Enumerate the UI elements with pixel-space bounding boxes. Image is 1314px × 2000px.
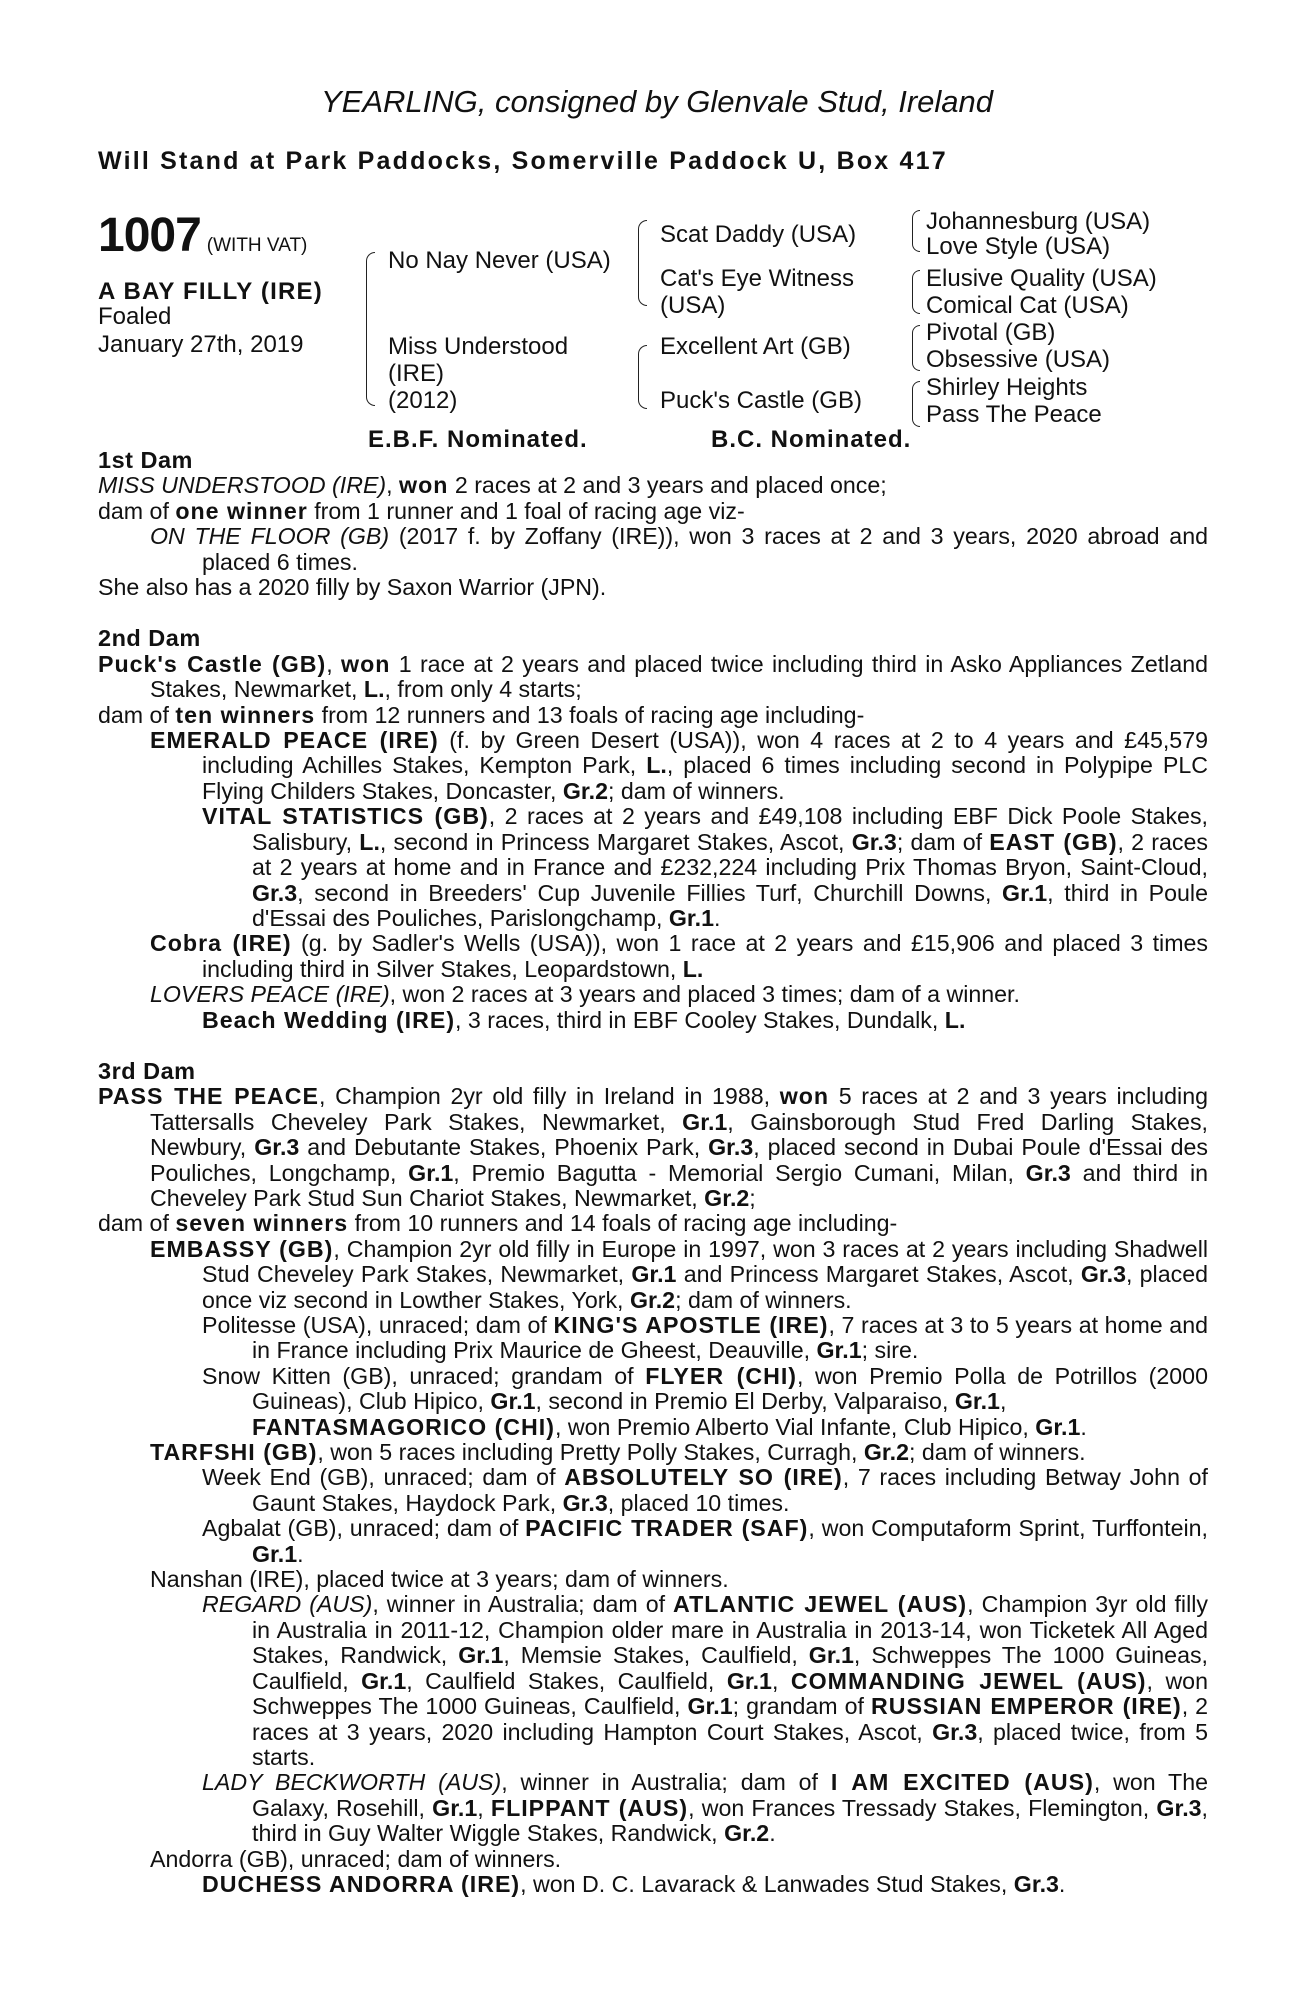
- foaled-info: [98, 303, 304, 359]
- text: Week End (GB), unraced; dam of: [202, 1464, 565, 1491]
- grade-mark: Gr.3: [1156, 1794, 1202, 1821]
- spacer: [98, 1033, 1208, 1059]
- listed-mark: L.: [944, 1006, 966, 1033]
- listed-mark: L.: [359, 828, 380, 855]
- dam1-name: MISS UNDERSTOOD (IRE): [98, 472, 387, 499]
- text: and third in Cheveley Park Stud Sun Chariot Stakes, Newmarket,: [150, 1159, 1208, 1211]
- lot-header: [98, 208, 307, 263]
- pedigree-brace-main: [366, 252, 375, 406]
- grade-mark: Gr.1: [361, 1667, 407, 1694]
- ped-sss: Johannesburg (USA): [926, 208, 1151, 235]
- pacific-trader-name: PACIFIC TRADER (SAF): [525, 1515, 809, 1542]
- dam2-sep: ,: [326, 650, 342, 677]
- text: , Caulfield Stakes, Caulfield,: [406, 1667, 727, 1694]
- grade-mark: Gr.2: [724, 1820, 770, 1847]
- dam2-damof: dam of: [98, 701, 176, 728]
- dam2-won: won: [341, 650, 391, 677]
- duchess-andorra-name: DUCHESS ANDORRA (IRE): [202, 1870, 521, 1897]
- cobra-name: Cobra (IRE): [150, 930, 292, 957]
- text: ; dam of winners.: [607, 777, 785, 804]
- dam2-para1: [98, 652, 1208, 703]
- listed-mark: L.: [646, 752, 667, 779]
- dam-line1: Miss Understood: [388, 333, 569, 360]
- dam-sire: Excellent Art (GB): [660, 333, 851, 360]
- sire-dam-line1: Cat's Eye Witness: [660, 265, 854, 292]
- text: , winner in Australia; dam of: [372, 1591, 674, 1618]
- text: , won Premio Polla de Potrillos (2000 Guineas), Club Hipico,: [252, 1362, 1208, 1415]
- grade-mark: Gr.1: [816, 1337, 862, 1364]
- lady-beckworth-name: LADY BECKWORTH (AUS): [202, 1769, 502, 1796]
- grade-mark: Gr.1: [252, 1540, 298, 1567]
- text: , won Schweppes The 1000 Guineas, Caulfield,: [252, 1667, 1208, 1720]
- progeny-record: (2017 f. by Zoffany (IRE)), won 3 races at 2 and 3 years, 2020 abroad and placed 6 times.: [202, 523, 1208, 575]
- dam2-name: Puck's Castle (GB): [98, 650, 327, 677]
- grade-mark: Gr.3: [252, 879, 298, 906]
- dam1-damof: dam of: [98, 497, 176, 524]
- dam1-para1: [98, 473, 1208, 498]
- text: , 2 races at 3 years, 2020 including Hampton Court Stakes, Ascot,: [252, 1693, 1209, 1745]
- embassy-entry: [98, 1237, 1208, 1313]
- text: (f. by Green Desert (USA)), won 4 races at 2 to 4 years and £45,579 including Achilles Stakes, Kempton Park,: [202, 727, 1208, 779]
- text: , third in Guy Walter Wiggle Stakes, Randwick,: [252, 1794, 1208, 1847]
- dam1-runners: from 1 runner and 1 foal of racing age viz-: [307, 497, 745, 524]
- dam1-para4: She also has a 2020 filly by Saxon Warrior (JPN).: [98, 574, 607, 601]
- brace-g3: [912, 325, 920, 371]
- grade-mark: Gr.1: [1002, 879, 1048, 906]
- grade-mark: Gr.1: [808, 1642, 854, 1669]
- ped-sdd: Comical Cat (USA): [926, 292, 1129, 319]
- lovers-peace-entry: [98, 982, 1208, 1007]
- dam2-record-a: 1 race at 2 years and placed twice including third in Asko Appliances Zetland Stakes, Newmarket,: [150, 650, 1209, 703]
- dam3-para2: [98, 1211, 1208, 1236]
- text: , 7 races at 3 to 5 years at home and in France including Prix Maurice de Gheest, Deauville,: [252, 1312, 1208, 1364]
- grade-mark: Gr.3: [1013, 1870, 1059, 1897]
- won: won: [779, 1083, 830, 1110]
- grade-mark: Gr.1: [458, 1642, 504, 1669]
- text: , Memsie Stakes, Caulfield,: [503, 1642, 809, 1669]
- east-name: EAST (GB): [989, 828, 1118, 855]
- regard-entry: [98, 1592, 1208, 1770]
- text: , 7 races including Betway John of Gaunt Stakes, Haydock Park,: [252, 1464, 1208, 1516]
- grade-mark: Gr.2: [704, 1184, 750, 1211]
- flyer-name: FLYER (CHI): [645, 1362, 798, 1389]
- vat-label: (WITH VAT): [206, 235, 308, 256]
- text: , 2 races at 2 years at home and in France and £232,224 including Prix Thomas Bryon, Saint-Cloud,: [252, 828, 1208, 881]
- dam1-record: 2 races at 2 and 3 years and placed once;: [448, 472, 887, 499]
- text: , 3 races, third in EBF Cooley Stakes, Dundalk,: [455, 1006, 945, 1033]
- text: , Premio Bagutta - Memorial Sergio Cumani, Milan,: [453, 1159, 1026, 1186]
- dam1-winners: one winner: [175, 497, 308, 524]
- dam2-winners: ten winners: [175, 701, 316, 728]
- catalogue-body: [98, 448, 1208, 1897]
- text: .: [714, 904, 721, 931]
- ped-sds: Elusive Quality (USA): [926, 265, 1157, 292]
- text: , Gainsborough Stud Fred Darling Stakes, Newbury,: [150, 1108, 1208, 1161]
- i-am-excited-name: I AM EXCITED (AUS): [830, 1769, 1094, 1796]
- andorra-entry: Andorra (GB), unraced; dam of winners.: [150, 1845, 562, 1872]
- russian-emperor-name: RUSSIAN EMPEROR (IRE): [870, 1693, 1182, 1720]
- grade-mark: Gr.3: [1025, 1159, 1071, 1186]
- text: , placed 10 times.: [607, 1489, 790, 1516]
- brace-g4: [912, 381, 920, 427]
- grade-mark: Gr.1: [408, 1159, 454, 1186]
- text: .: [297, 1540, 304, 1567]
- embassy-name: EMBASSY (GB): [150, 1235, 334, 1262]
- text: , won Computaform Sprint, Turffontein,: [808, 1515, 1208, 1542]
- ebf-nominated: E.B.F. Nominated.: [368, 426, 588, 453]
- horse-name: A BAY FILLY (IRE): [98, 278, 323, 305]
- agbalat-entry: [98, 1516, 1208, 1567]
- emerald-peace-name: EMERALD PEACE (IRE): [150, 727, 439, 754]
- text: , second in Premio El Derby, Valparaiso,: [535, 1388, 955, 1415]
- text: ; dam of winners.: [675, 1286, 852, 1313]
- grade-mark: Gr.2: [562, 777, 608, 804]
- tarfshi-name: TARFSHI (GB): [150, 1439, 318, 1466]
- vital-statistics-name: VITAL STATISTICS (GB): [202, 803, 489, 830]
- grade-mark: Gr.1: [682, 1108, 728, 1135]
- grade-mark: Gr.1: [954, 1388, 1000, 1415]
- absolutely-so-name: ABSOLUTELY SO (IRE): [564, 1464, 843, 1491]
- spacer: [98, 600, 1208, 626]
- ped-dds: Shirley Heights: [926, 374, 1088, 401]
- dam3-winners: seven winners: [175, 1210, 349, 1237]
- text: , won The Galaxy, Rosehill,: [252, 1769, 1208, 1821]
- lot-number: 1007: [98, 209, 201, 262]
- grade-mark: Gr.1: [631, 1261, 677, 1288]
- text: from 10 runners and 14 foals of racing age including-: [348, 1210, 898, 1237]
- text: , placed once viz second in Lowther Stakes, York,: [202, 1261, 1208, 1313]
- text: and Debutante Stakes, Phoenix Park,: [299, 1134, 709, 1161]
- progeny-name: ON THE FLOOR (GB): [150, 523, 390, 550]
- text: ,: [477, 1794, 491, 1821]
- brace-g1: [912, 210, 920, 252]
- dam-line2: (IRE): [388, 360, 444, 387]
- emerald-peace-entry: [98, 728, 1208, 804]
- text: , second in Breeders' Cup Juvenile Fillies Turf, Churchill Downs,: [297, 879, 1003, 906]
- grade-mark: Gr.3: [1080, 1261, 1126, 1288]
- grade-mark: Gr.3: [932, 1718, 978, 1745]
- grade-mark: Gr.3: [851, 828, 897, 855]
- text: ,: [999, 1388, 1007, 1415]
- consignment-line: YEARLING, consigned by Glenvale Stud, Ireland: [320, 84, 994, 119]
- beach-wedding-entry: [98, 1008, 1208, 1033]
- text: , won Frances Tressady Stakes, Flemington,: [688, 1794, 1157, 1821]
- grade-mark: Gr.3: [254, 1134, 300, 1161]
- text: and Princess Margaret Stakes, Ascot,: [676, 1261, 1081, 1288]
- foaled-date: January 27th, 2019: [98, 331, 304, 358]
- text: .: [1080, 1413, 1087, 1440]
- vital-statistics-entry: [98, 804, 1208, 931]
- snow-kitten-entry: [98, 1364, 1208, 1415]
- listed-mark: L.: [682, 955, 704, 982]
- dam2-runners: from 12 runners and 13 foals of racing age including-: [315, 701, 865, 728]
- dam-dam: Puck's Castle (GB): [660, 387, 862, 414]
- beach-wedding-name: Beach Wedding (IRE): [202, 1006, 456, 1033]
- grade-mark: Gr.2: [629, 1286, 676, 1313]
- grade-mark: Gr.1: [687, 1693, 733, 1720]
- pass-the-peace-name: PASS THE PEACE: [98, 1083, 319, 1110]
- stand-location: Will Stand at Park Paddocks, Somerville Paddock U, Box 417: [98, 147, 948, 175]
- text: , placed twice, from 5 starts.: [252, 1718, 1208, 1770]
- text: ; sire.: [861, 1337, 919, 1364]
- text: Snow Kitten (GB), unraced; grandam of: [202, 1362, 646, 1389]
- commanding-jewel-name: COMMANDING JEWEL (AUS): [790, 1667, 1147, 1694]
- grade-mark: Gr.3: [562, 1489, 608, 1516]
- text: , Champion 2yr old filly in Ireland in 1988,: [319, 1083, 780, 1110]
- text: , Champion 2yr old filly in Europe in 1997, won 3 races at 2 years including Shadwell Stud Cheveley Park Stakes, Newmarket,: [202, 1235, 1209, 1288]
- ped-dss: Pivotal (GB): [926, 319, 1056, 346]
- flippant-name: FLIPPANT (AUS): [490, 1794, 689, 1821]
- sire: No Nay Never (USA): [388, 247, 611, 274]
- brace-g2: [912, 270, 920, 314]
- nanshan-entry: Nanshan (IRE), placed twice at 3 years; dam of winners.: [150, 1566, 729, 1593]
- regard-name: REGARD (AUS): [202, 1591, 373, 1618]
- grade-mark: Gr.2: [863, 1439, 909, 1466]
- dam1-sep: ,: [386, 472, 400, 499]
- ped-ddd: Pass The Peace: [926, 401, 1102, 428]
- text: , placed second in Dubai Poule d'Essai des Pouliches, Longchamp,: [150, 1134, 1209, 1186]
- grade-mark: Gr.1: [1035, 1413, 1081, 1440]
- fantasmagorico-entry: [98, 1415, 1208, 1440]
- listed-mark: L.: [363, 676, 385, 703]
- text: ; dam of: [896, 828, 990, 855]
- text: Agbalat (GB), unraced; dam of: [202, 1515, 526, 1542]
- sire-sire: Scat Daddy (USA): [660, 221, 857, 248]
- text: dam of: [98, 1210, 176, 1237]
- text: , 2 races at 2 years and £49,108 including EBF Dick Poole Stakes, Salisbury,: [252, 803, 1208, 855]
- text: , won D. C. Lavarack & Lanwades Stud Stakes,: [520, 1870, 1014, 1897]
- tarfshi-entry: [98, 1440, 1208, 1465]
- third-dam-heading: 3rd Dam: [98, 1057, 196, 1084]
- lovers-peace-name: LOVERS PEACE (IRE): [150, 981, 390, 1008]
- dam1-para2: [98, 499, 1208, 524]
- dam1-para3: [98, 524, 1208, 575]
- dam2-para2: [98, 703, 1208, 728]
- foaled-label: Foaled: [98, 303, 172, 330]
- ped-dsd: Obsessive (USA): [926, 346, 1111, 373]
- text: .: [1058, 1870, 1066, 1897]
- text: , second in Princess Margaret Stakes, Ascot,: [379, 828, 852, 855]
- text: ; grandam of: [732, 1693, 871, 1720]
- text: ;: [749, 1184, 756, 1211]
- first-dam-heading: 1st Dam: [98, 447, 193, 473]
- text: , won Premio Alberto Vial Infante, Club Hipico,: [554, 1413, 1036, 1440]
- lady-beckworth-entry: [98, 1770, 1208, 1846]
- dam-line3: (2012): [388, 387, 458, 414]
- cobra-entry: [98, 931, 1208, 982]
- atlantic-jewel-name: ATLANTIC JEWEL (AUS): [673, 1591, 968, 1618]
- second-dam-heading: 2nd Dam: [98, 625, 201, 652]
- text: (g. by Sadler's Wells (USA)), won 1 race at 2 years and £15,906 and placed 3 times including third in Silver Stakes, Leopardstown,: [202, 930, 1208, 982]
- text: , Schweppes The 1000 Guineas, Caulfield,: [252, 1642, 1208, 1694]
- grade-mark: Gr.1: [490, 1388, 536, 1415]
- grade-mark: Gr.1: [668, 904, 714, 931]
- pedigree-brace-dam: [638, 345, 647, 409]
- dam2-record-b: , from only 4 starts;: [384, 676, 582, 703]
- kings-apostle-name: KING'S APOSTLE (IRE): [553, 1312, 829, 1338]
- text: , Champion 3yr old filly in Australia in 2011-12, Champion older mare in Australia in 2013-14, won Ticketek All Aged Stakes, Randwick,: [252, 1591, 1208, 1669]
- pedigree-brace-sire: [638, 220, 647, 306]
- text: Politesse (USA), unraced; dam of: [202, 1312, 554, 1338]
- dam3-para1: [98, 1084, 1208, 1211]
- fantasmagorico-name: FANTASMAGORICO (CHI): [252, 1413, 555, 1440]
- duchess-andorra-entry: [98, 1872, 1208, 1897]
- text: , third in Poule d'Essai des Pouliches, Parislongchamp,: [252, 879, 1208, 931]
- grade-mark: Gr.1: [726, 1667, 772, 1694]
- text: , winner in Australia; dam of: [501, 1769, 831, 1796]
- bc-nominated: B.C. Nominated.: [711, 426, 912, 453]
- text: .: [769, 1820, 776, 1847]
- sire-dam-line2: (USA): [660, 292, 726, 319]
- text: 5 races at 2 and 3 years including Tattersalls Cheveley Park Stakes, Newmarket,: [150, 1083, 1208, 1135]
- text: , won 5 races including Pretty Polly Stakes, Curragh,: [317, 1439, 864, 1466]
- text: ,: [771, 1667, 779, 1694]
- grade-mark: Gr.1: [432, 1794, 478, 1821]
- week-end-entry: [98, 1465, 1208, 1516]
- ped-ssd: Love Style (USA): [926, 233, 1111, 260]
- text: , placed 6 times including second in Polypipe PLC Flying Childers Stakes, Doncaster,: [202, 752, 1208, 804]
- politesse-entry: [98, 1313, 1208, 1364]
- text: ; dam of winners.: [909, 1439, 1086, 1466]
- dam1-won: won: [399, 472, 449, 499]
- text: , won 2 races at 3 years and placed 3 times; dam of a winner.: [389, 981, 1020, 1008]
- grade-mark: Gr.3: [708, 1134, 754, 1161]
